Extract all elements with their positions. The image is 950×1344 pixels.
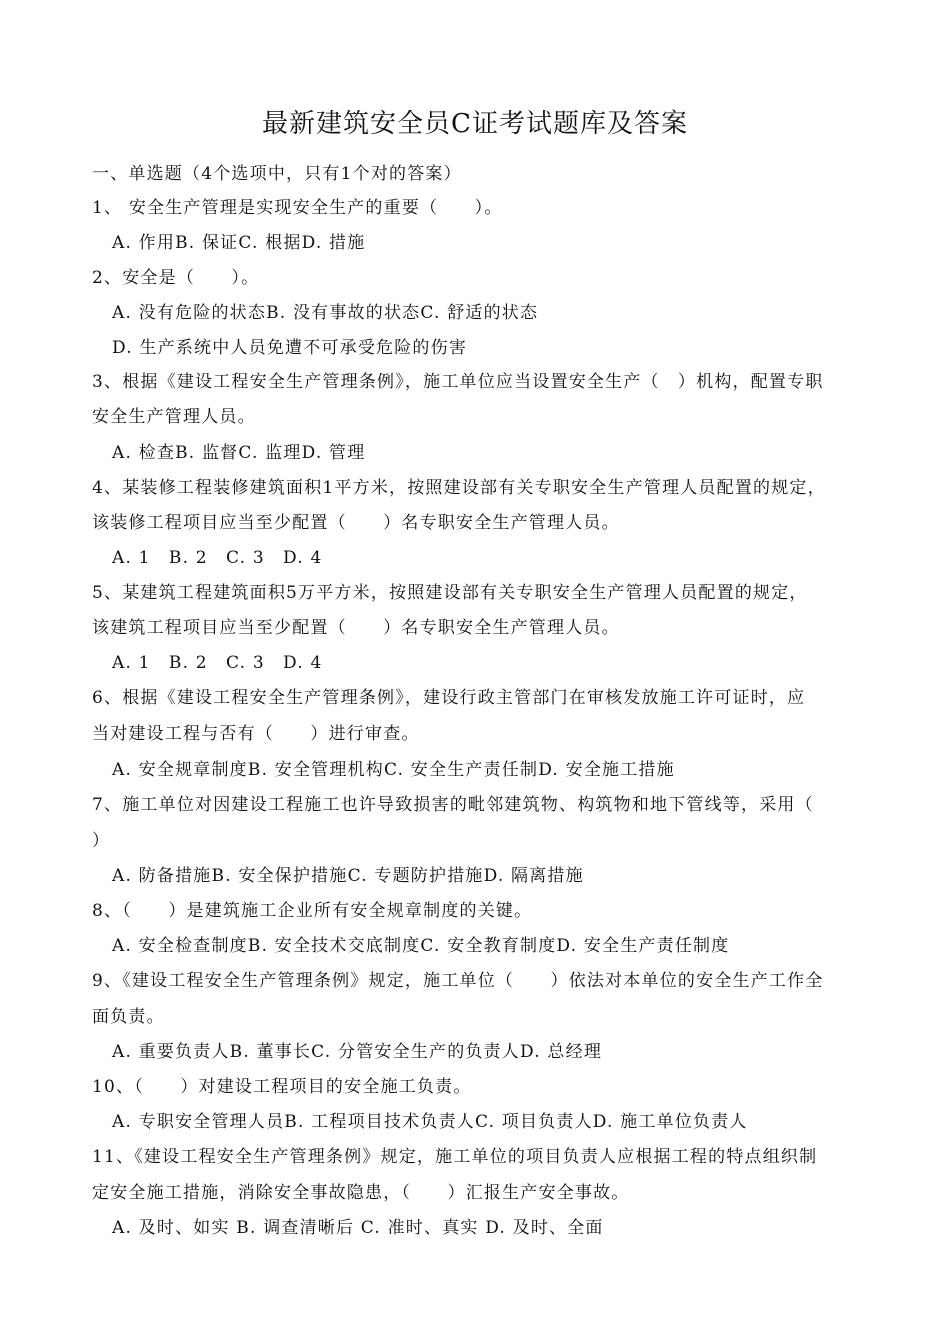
- options-6: A. 安全规章制度B. 安全管理机构C. 安全生产责任制D. 安全施工措施: [112, 760, 675, 780]
- options-5: A. 1 B. 2 C. 3 D. 4: [112, 653, 323, 673]
- question-9-cont: 面负责。: [92, 1007, 165, 1027]
- question-6: 6、根据《建设工程安全生产管理条例》，建设行政主管部门在审核发放施工许可证时，应: [92, 688, 806, 708]
- options-11: A. 及时、如实 B. 调查清晰后 C. 准时、真实 D. 及时、全面: [112, 1218, 604, 1238]
- options-2b: D. 生产系统中人员免遭不可承受危险的伤害: [112, 338, 468, 358]
- question-8: 8、（ ）是建筑施工企业所有安全规章制度的关键。: [92, 901, 533, 921]
- options-4: A. 1 B. 2 C. 3 D. 4: [112, 548, 323, 568]
- options-1: A. 作用B. 保证C. 根据D. 措施: [112, 233, 366, 253]
- question-11: 11、《建设工程安全生产管理条例》规定，施工单位的项目负责人应根据工程的特点组织制: [92, 1147, 818, 1167]
- options-9: A. 重要负责人B. 董事长C. 分管安全生产的负责人D. 总经理: [112, 1042, 603, 1062]
- options-3: A. 检查B. 监督C. 监理D. 管理: [112, 443, 366, 463]
- question-6-cont: 当对建设工程与否有（ ）进行审查。: [92, 724, 420, 744]
- question-2: 2、安全是（ ）。: [92, 268, 260, 288]
- question-7: 7、施工单位对因建设工程施工也许导致损害的毗邻建筑物、构筑物和地下管线等，采用（: [92, 795, 814, 815]
- question-7-cont: ）: [92, 831, 111, 851]
- question-11-cont: 定安全施工措施，消除安全事故隐患，（ ）汇报生产安全事故。: [92, 1183, 630, 1203]
- options-8: A. 安全检查制度B. 安全技术交底制度C. 安全教育制度D. 安全生产责任制度: [112, 936, 730, 956]
- options-7: A. 防备措施B. 安全保护措施C. 专题防护措施D. 隔离措施: [112, 866, 584, 886]
- question-9: 9、《建设工程安全生产管理条例》规定，施工单位（ ）依法对本单位的安全生产工作全: [92, 971, 824, 991]
- question-1: 1、 安全生产管理是实现安全生产的重要（ ）。: [92, 198, 503, 218]
- question-5: 5、某建筑工程建筑面积5万平方米，按照建设部有关专职安全生产管理人员配置的规定，: [92, 583, 808, 603]
- section-heading: 一、单选题（4个选项中，只有1个对的答案）: [92, 164, 462, 184]
- question-3: 3、根据《建设工程安全生产管理条例》，施工单位应当设置安全生产（ ）机构，配置专职: [92, 372, 824, 392]
- question-10: 10、（ ）对建设工程项目的安全施工负责。: [92, 1077, 472, 1097]
- document-title: 最新建筑安全员C证考试题库及答案: [262, 109, 688, 139]
- question-3-cont: 安全生产管理人员。: [92, 407, 256, 427]
- question-4-cont: 该装修工程项目应当至少配置（ ）名专职安全生产管理人员。: [92, 513, 620, 533]
- question-5-cont: 该建筑工程项目应当至少配置（ ）名专职安全生产管理人员。: [92, 618, 620, 638]
- options-10: A. 专职安全管理人员B. 工程项目技术负责人C. 项目负责人D. 施工单位负责人: [112, 1112, 748, 1132]
- question-4: 4、某装修工程装修建筑面积1平方米，按照建设部有关专职安全生产管理人员配置的规定，: [92, 478, 826, 498]
- options-2a: A. 没有危险的状态B. 没有事故的状态C. 舒适的状态: [112, 303, 539, 323]
